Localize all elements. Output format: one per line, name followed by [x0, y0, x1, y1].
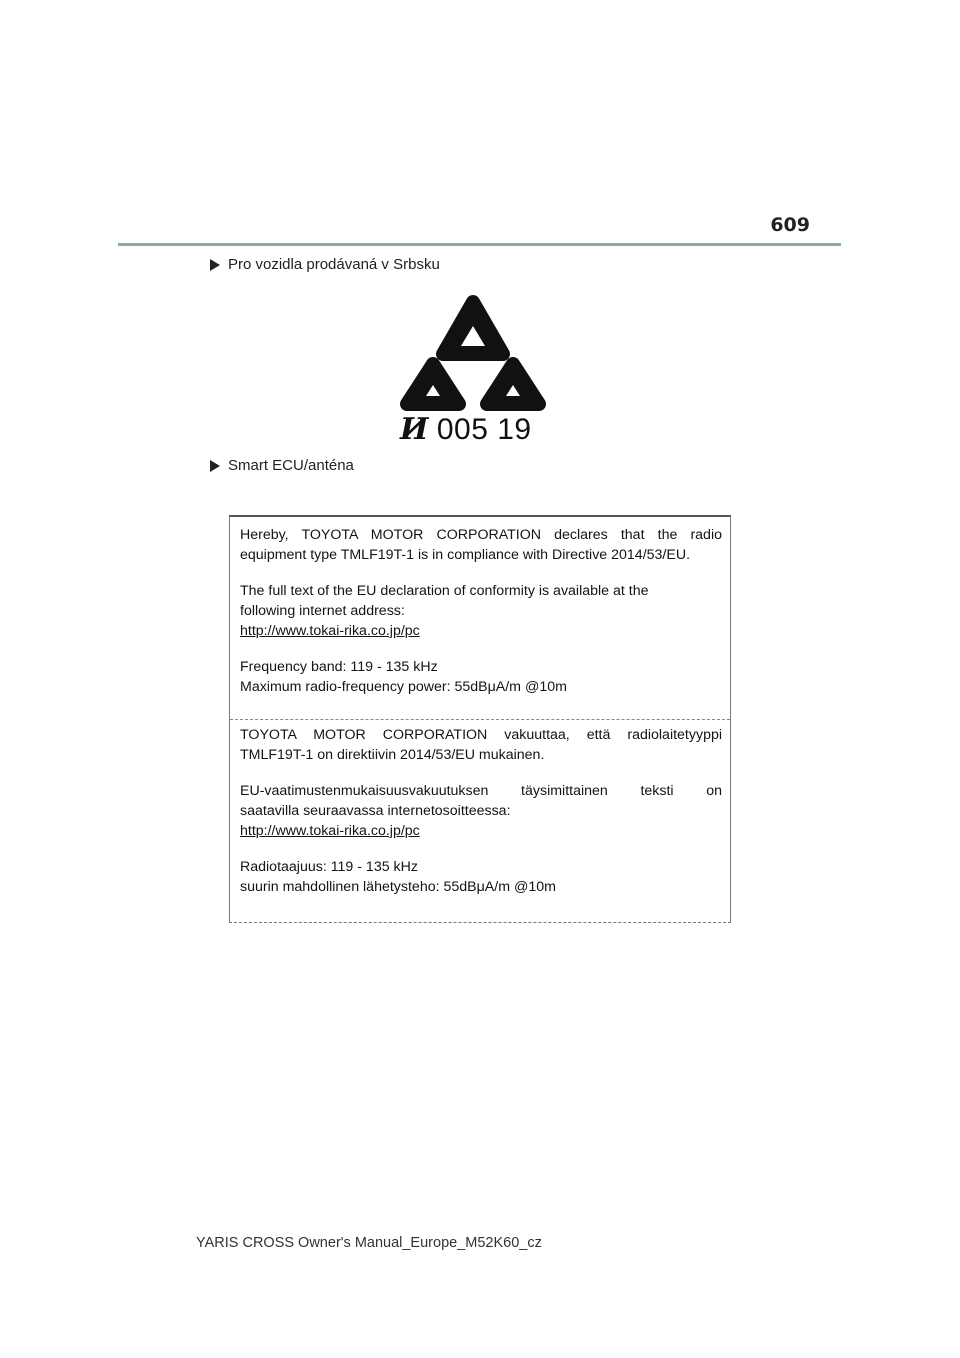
en-url-link[interactable]: http://www.tokai-rika.co.jp/pc [240, 623, 420, 639]
fi-line-2: TMLF19T-1 on direktiivin 2014/53/EU mukainen. [240, 747, 545, 763]
header-rule [118, 243, 841, 246]
page-number: 609 [770, 214, 810, 236]
bullet-smart-ecu [210, 457, 354, 474]
bullet-serbia-text: Pro vozidla prodávaná v Srbsku [228, 256, 440, 273]
triangle-bullet-icon [210, 460, 220, 472]
en-power: Maximum radio-frequency power: 55dBμA/m @10m [240, 679, 567, 695]
footer-manual-title: YARIS CROSS Owner's Manual_Europe_M52K60_cz [196, 1235, 542, 1251]
fi-line-3: EU-vaatimustenmukaisuusvakuutuksen täysimittainen teksti on [240, 783, 722, 799]
en-line-3: The full text of the EU declaration of conformity is available at the [240, 583, 649, 599]
en-frequency: Frequency band: 119 - 135 kHz [240, 659, 438, 675]
approval-number: 005 19 [436, 413, 532, 446]
declaration-finnish [240, 725, 722, 897]
declaration-english [240, 525, 722, 697]
fi-power: suurin mahdollinen lähetysteho: 55dBμA/m @10m [240, 879, 556, 895]
en-line-1: Hereby, TOYOTA MOTOR CORPORATION declares that the radio [240, 527, 722, 543]
section-divider [230, 719, 730, 720]
approval-prefix: И [400, 412, 429, 447]
bullet-serbia [210, 256, 440, 273]
en-line-4: following internet address: [240, 603, 405, 619]
fi-frequency: Radiotaajuus: 119 - 135 kHz [240, 859, 418, 875]
fi-line-1: TOYOTA MOTOR CORPORATION vakuuttaa, että radiolaitetyyppi [240, 727, 722, 743]
bullet-smart-ecu-text: Smart ECU/anténa [228, 457, 354, 474]
triangle-bullet-icon [210, 259, 220, 271]
fi-line-4: saatavilla seuraavassa internetosoitteessa: [240, 803, 511, 819]
declaration-label [229, 515, 731, 923]
serbian-approval-mark-icon [393, 288, 553, 413]
approval-code [400, 412, 532, 447]
fi-url-link[interactable]: http://www.tokai-rika.co.jp/pc [240, 823, 420, 839]
en-line-2: equipment type TMLF19T-1 is in compliance with Directive 2014/53/EU. [240, 547, 691, 563]
